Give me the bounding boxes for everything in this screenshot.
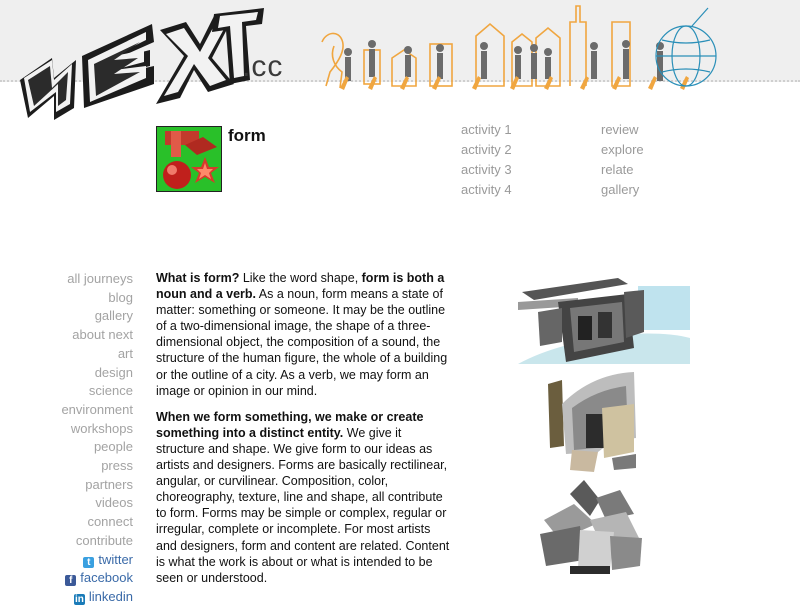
- nav-contribute[interactable]: contribute: [75, 532, 133, 548]
- twitter-icon: t: [83, 557, 94, 568]
- twitter-label: twitter: [98, 551, 133, 567]
- nav-science[interactable]: science: [88, 383, 133, 399]
- nav-all-journeys[interactable]: all journeys: [67, 271, 133, 286]
- facebook-icon: f: [65, 575, 76, 586]
- nav-activity-4[interactable]: activity 4: [461, 182, 512, 197]
- twitter-link[interactable]: [40, 551, 133, 570]
- article-body: [156, 270, 452, 596]
- house-illustration: [518, 272, 690, 364]
- p2-bold: When we form something, we make or create something into a distinct entity.: [156, 409, 424, 440]
- paragraph-1: [156, 270, 452, 399]
- form-thumbnail: [156, 126, 222, 192]
- nav-workshops[interactable]: workshops: [70, 420, 133, 436]
- deconstructivist-building-illustration: [540, 480, 644, 576]
- header-banner: [312, 2, 722, 94]
- nav-videos[interactable]: videos: [95, 495, 133, 511]
- facebook-link[interactable]: [40, 569, 133, 588]
- nav-gallery[interactable]: gallery: [601, 182, 640, 197]
- nav-review[interactable]: review: [601, 122, 639, 137]
- linkedin-label: linkedin: [88, 588, 133, 604]
- page-title: form: [228, 126, 266, 145]
- p1-rest: As a noun, form means a state of matter: something or someone. It may be the outline of a two-dimensional image, the shape of a three-dimensional object, the composition of a sound, the structure of the human figure, the whole of a building or the outline of a city. As a verb, we may form an image or opinion in our mind.: [156, 287, 448, 398]
- nav-about-next[interactable]: about next: [72, 327, 133, 343]
- nav-activity-1[interactable]: activity 1: [461, 122, 512, 137]
- nav-explore[interactable]: explore: [601, 142, 644, 157]
- site-header: [0, 0, 800, 82]
- logo-suffix: .cc: [242, 50, 284, 83]
- facebook-label: facebook: [80, 570, 133, 586]
- nav-press[interactable]: press: [101, 458, 133, 474]
- nav-activity-3[interactable]: activity 3: [461, 162, 512, 177]
- nav-partners[interactable]: partners: [85, 476, 133, 492]
- nav-relate[interactable]: relate: [601, 162, 634, 177]
- p1-lead: What is form?: [156, 271, 240, 285]
- p2-rest: We give it structure and shape. We give form to our ideas as artists and designers. Forms are basically rectilinear, angular, or curvilinear. Composition, color, choreography, texture, line and shape, all contribute to form. Forms may be simple or complex, regular or irregular, complete or incomplete. For most artists and designers, form and content are related. Content is what the work is about or what is intended to be seen or understood.: [156, 425, 450, 585]
- nav-gallery-site[interactable]: gallery: [94, 308, 133, 324]
- nav-people[interactable]: people: [93, 439, 133, 455]
- nav-art[interactable]: art: [117, 345, 133, 361]
- curved-building-illustration: [542, 368, 638, 474]
- nav-design[interactable]: design: [94, 364, 133, 380]
- nav-blog[interactable]: blog: [108, 289, 133, 305]
- site-nav: [40, 270, 133, 607]
- nav-connect[interactable]: connect: [87, 514, 133, 530]
- linkedin-link[interactable]: [40, 588, 133, 607]
- nav-environment[interactable]: environment: [61, 401, 133, 417]
- nav-activity-2[interactable]: activity 2: [461, 142, 512, 157]
- p1-mid: Like the word shape,: [239, 271, 362, 285]
- p1-bold: form is both a noun and a verb.: [156, 271, 445, 302]
- paragraph-2: [156, 409, 452, 586]
- linkedin-icon: in: [74, 593, 84, 605]
